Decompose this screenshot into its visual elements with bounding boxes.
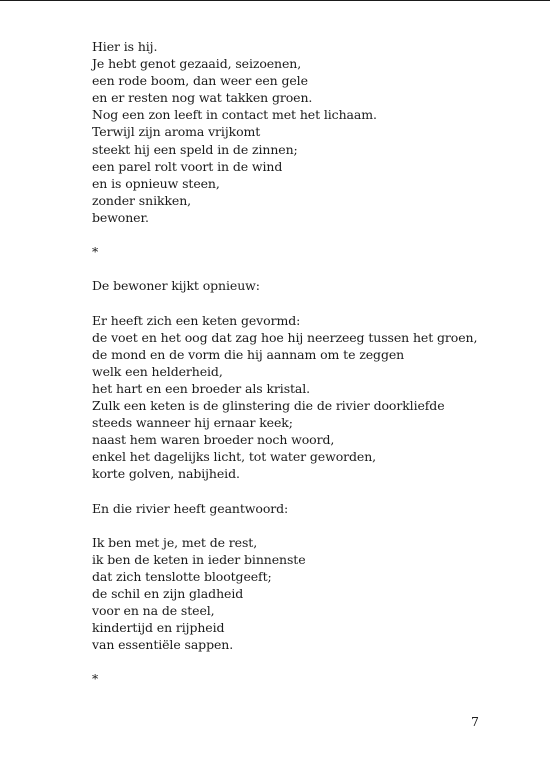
page-number: 7 bbox=[471, 714, 479, 729]
stanza-gap bbox=[92, 294, 512, 311]
poem-line: bewoner. bbox=[92, 209, 149, 225]
stanza-gap bbox=[92, 517, 512, 534]
poem-body bbox=[92, 38, 512, 688]
stanza bbox=[92, 277, 512, 294]
poem-line: De bewoner kijkt opnieuw: bbox=[92, 278, 260, 294]
poem-line: de mond en de vorm die hij aannam om te zeggen bbox=[92, 346, 405, 362]
poem-line: een rode boom, dan weer een gele bbox=[92, 73, 308, 89]
poem-line: dat zich tenslotte blootgeeft; bbox=[92, 568, 272, 584]
poem-line: van essentiële sappen. bbox=[92, 637, 234, 653]
stanza-gap bbox=[92, 260, 512, 277]
poem-line: een parel rolt voort in de wind bbox=[92, 158, 283, 174]
poem-line: en er resten nog wat takken groen. bbox=[92, 90, 313, 106]
stanza bbox=[92, 312, 512, 483]
poem-line: het hart en een broeder als kristal. bbox=[92, 380, 311, 396]
poem-line: zonder snikken, bbox=[92, 192, 192, 208]
poem-line: Hier is hij. bbox=[92, 39, 158, 54]
poem-line: steeds wanneer hij ernaar keek; bbox=[92, 415, 293, 431]
poem-line: naast hem waren broeder noch woord, bbox=[92, 432, 335, 448]
poem-line: steekt hij een speld in de zinnen; bbox=[92, 141, 298, 157]
stanza-gap bbox=[92, 226, 512, 243]
stanza-gap bbox=[92, 482, 512, 499]
poem-line: korte golven, nabijheid. bbox=[92, 466, 240, 482]
poem-line: ik ben de keten in ieder binnenste bbox=[92, 551, 306, 567]
poem-line: kindertijd en rijpheid bbox=[92, 620, 225, 636]
section-separator bbox=[92, 670, 512, 687]
stanza bbox=[92, 534, 512, 654]
poem-line: Nog een zon leeft in contact met het lichaam. bbox=[92, 107, 377, 123]
stanza bbox=[92, 38, 512, 226]
poem-line: de voet en het oog dat zag hoe hij neerzeeg tussen het groen, bbox=[92, 329, 478, 345]
poem-line: de schil en zijn gladheid bbox=[92, 586, 244, 601]
asterisk-separator: * bbox=[92, 244, 99, 260]
poem-line: Terwijl zijn aroma vrijkomt bbox=[92, 124, 261, 140]
stanza-gap bbox=[92, 653, 512, 670]
poem-line: en is opnieuw steen, bbox=[92, 175, 220, 191]
asterisk-separator: * bbox=[92, 671, 99, 687]
poem-line: Je hebt genot gezaaid, seizoenen, bbox=[92, 56, 302, 72]
poem-line: En die rivier heeft geantwoord: bbox=[92, 500, 289, 516]
stanza bbox=[92, 500, 512, 517]
poem-line: Zulk een keten is de glinstering die de rivier doorkliefde bbox=[92, 397, 445, 413]
poem-line: Ik ben met je, met de rest, bbox=[92, 534, 258, 550]
poem-line: Er heeft zich een keten gevormd: bbox=[92, 312, 301, 328]
section-separator bbox=[92, 243, 512, 260]
poem-line: enkel het dagelijks licht, tot water geworden, bbox=[92, 449, 377, 465]
poem-line: welk een helderheid, bbox=[92, 363, 223, 379]
page-top-border bbox=[0, 0, 550, 1]
poem-line: voor en na de steel, bbox=[92, 603, 215, 619]
